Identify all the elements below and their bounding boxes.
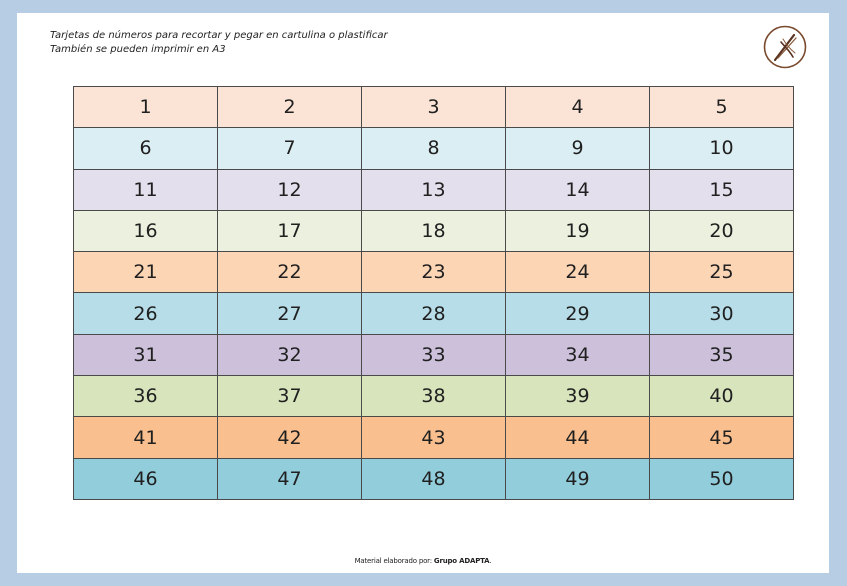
instructions-line-1: Tarjetas de números para recortar y pegar en cartulina o plastificar <box>50 30 388 41</box>
number-card: 5 <box>650 87 794 128</box>
number-card: 13 <box>362 169 506 210</box>
number-card: 12 <box>218 169 362 210</box>
number-card: 4 <box>506 87 650 128</box>
number-card: 15 <box>650 169 794 210</box>
number-card: 2 <box>218 87 362 128</box>
number-card: 41 <box>74 417 218 458</box>
number-cards-table <box>73 86 794 500</box>
number-card: 33 <box>362 334 506 375</box>
number-card: 14 <box>506 169 650 210</box>
number-card: 29 <box>506 293 650 334</box>
number-card: 10 <box>650 128 794 169</box>
number-card: 21 <box>74 252 218 293</box>
credit-suffix: . <box>489 557 492 565</box>
number-card: 36 <box>74 376 218 417</box>
credit-author: Grupo ADAPTA <box>433 557 490 565</box>
number-card: 9 <box>506 128 650 169</box>
number-card: 22 <box>218 252 362 293</box>
number-card: 31 <box>74 334 218 375</box>
number-row <box>74 210 794 251</box>
number-card: 34 <box>506 334 650 375</box>
number-card: 43 <box>362 417 506 458</box>
number-row <box>74 376 794 417</box>
instructions-line-2: También se pueden imprimir en A3 <box>50 44 226 55</box>
number-card: 37 <box>218 376 362 417</box>
number-card: 6 <box>74 128 218 169</box>
number-card: 20 <box>650 210 794 251</box>
number-card: 17 <box>218 210 362 251</box>
number-card: 39 <box>506 376 650 417</box>
number-card: 35 <box>650 334 794 375</box>
number-card: 32 <box>218 334 362 375</box>
worksheet-page <box>17 13 829 573</box>
number-card: 28 <box>362 293 506 334</box>
hair-tie-logo-icon <box>763 25 807 69</box>
number-row <box>74 128 794 169</box>
number-row <box>74 87 794 128</box>
number-card: 40 <box>650 376 794 417</box>
number-row <box>74 417 794 458</box>
number-card: 7 <box>218 128 362 169</box>
number-card: 26 <box>74 293 218 334</box>
number-card: 16 <box>74 210 218 251</box>
number-card: 47 <box>218 458 362 499</box>
number-card: 18 <box>362 210 506 251</box>
number-card: 42 <box>218 417 362 458</box>
number-card: 25 <box>650 252 794 293</box>
number-card: 1 <box>74 87 218 128</box>
number-card: 44 <box>506 417 650 458</box>
number-card: 46 <box>74 458 218 499</box>
number-row <box>74 458 794 499</box>
number-card: 45 <box>650 417 794 458</box>
number-card: 3 <box>362 87 506 128</box>
number-card: 30 <box>650 293 794 334</box>
number-row <box>74 169 794 210</box>
number-card: 50 <box>650 458 794 499</box>
number-card: 38 <box>362 376 506 417</box>
credit-prefix: Material elaborado por: <box>354 557 434 565</box>
number-card: 48 <box>362 458 506 499</box>
instructions <box>50 29 388 57</box>
credit-footer <box>17 557 829 565</box>
number-card: 11 <box>74 169 218 210</box>
number-card: 27 <box>218 293 362 334</box>
number-card: 19 <box>506 210 650 251</box>
number-card: 23 <box>362 252 506 293</box>
number-card: 49 <box>506 458 650 499</box>
number-row <box>74 293 794 334</box>
number-card: 8 <box>362 128 506 169</box>
number-card: 24 <box>506 252 650 293</box>
number-row <box>74 334 794 375</box>
number-row <box>74 252 794 293</box>
